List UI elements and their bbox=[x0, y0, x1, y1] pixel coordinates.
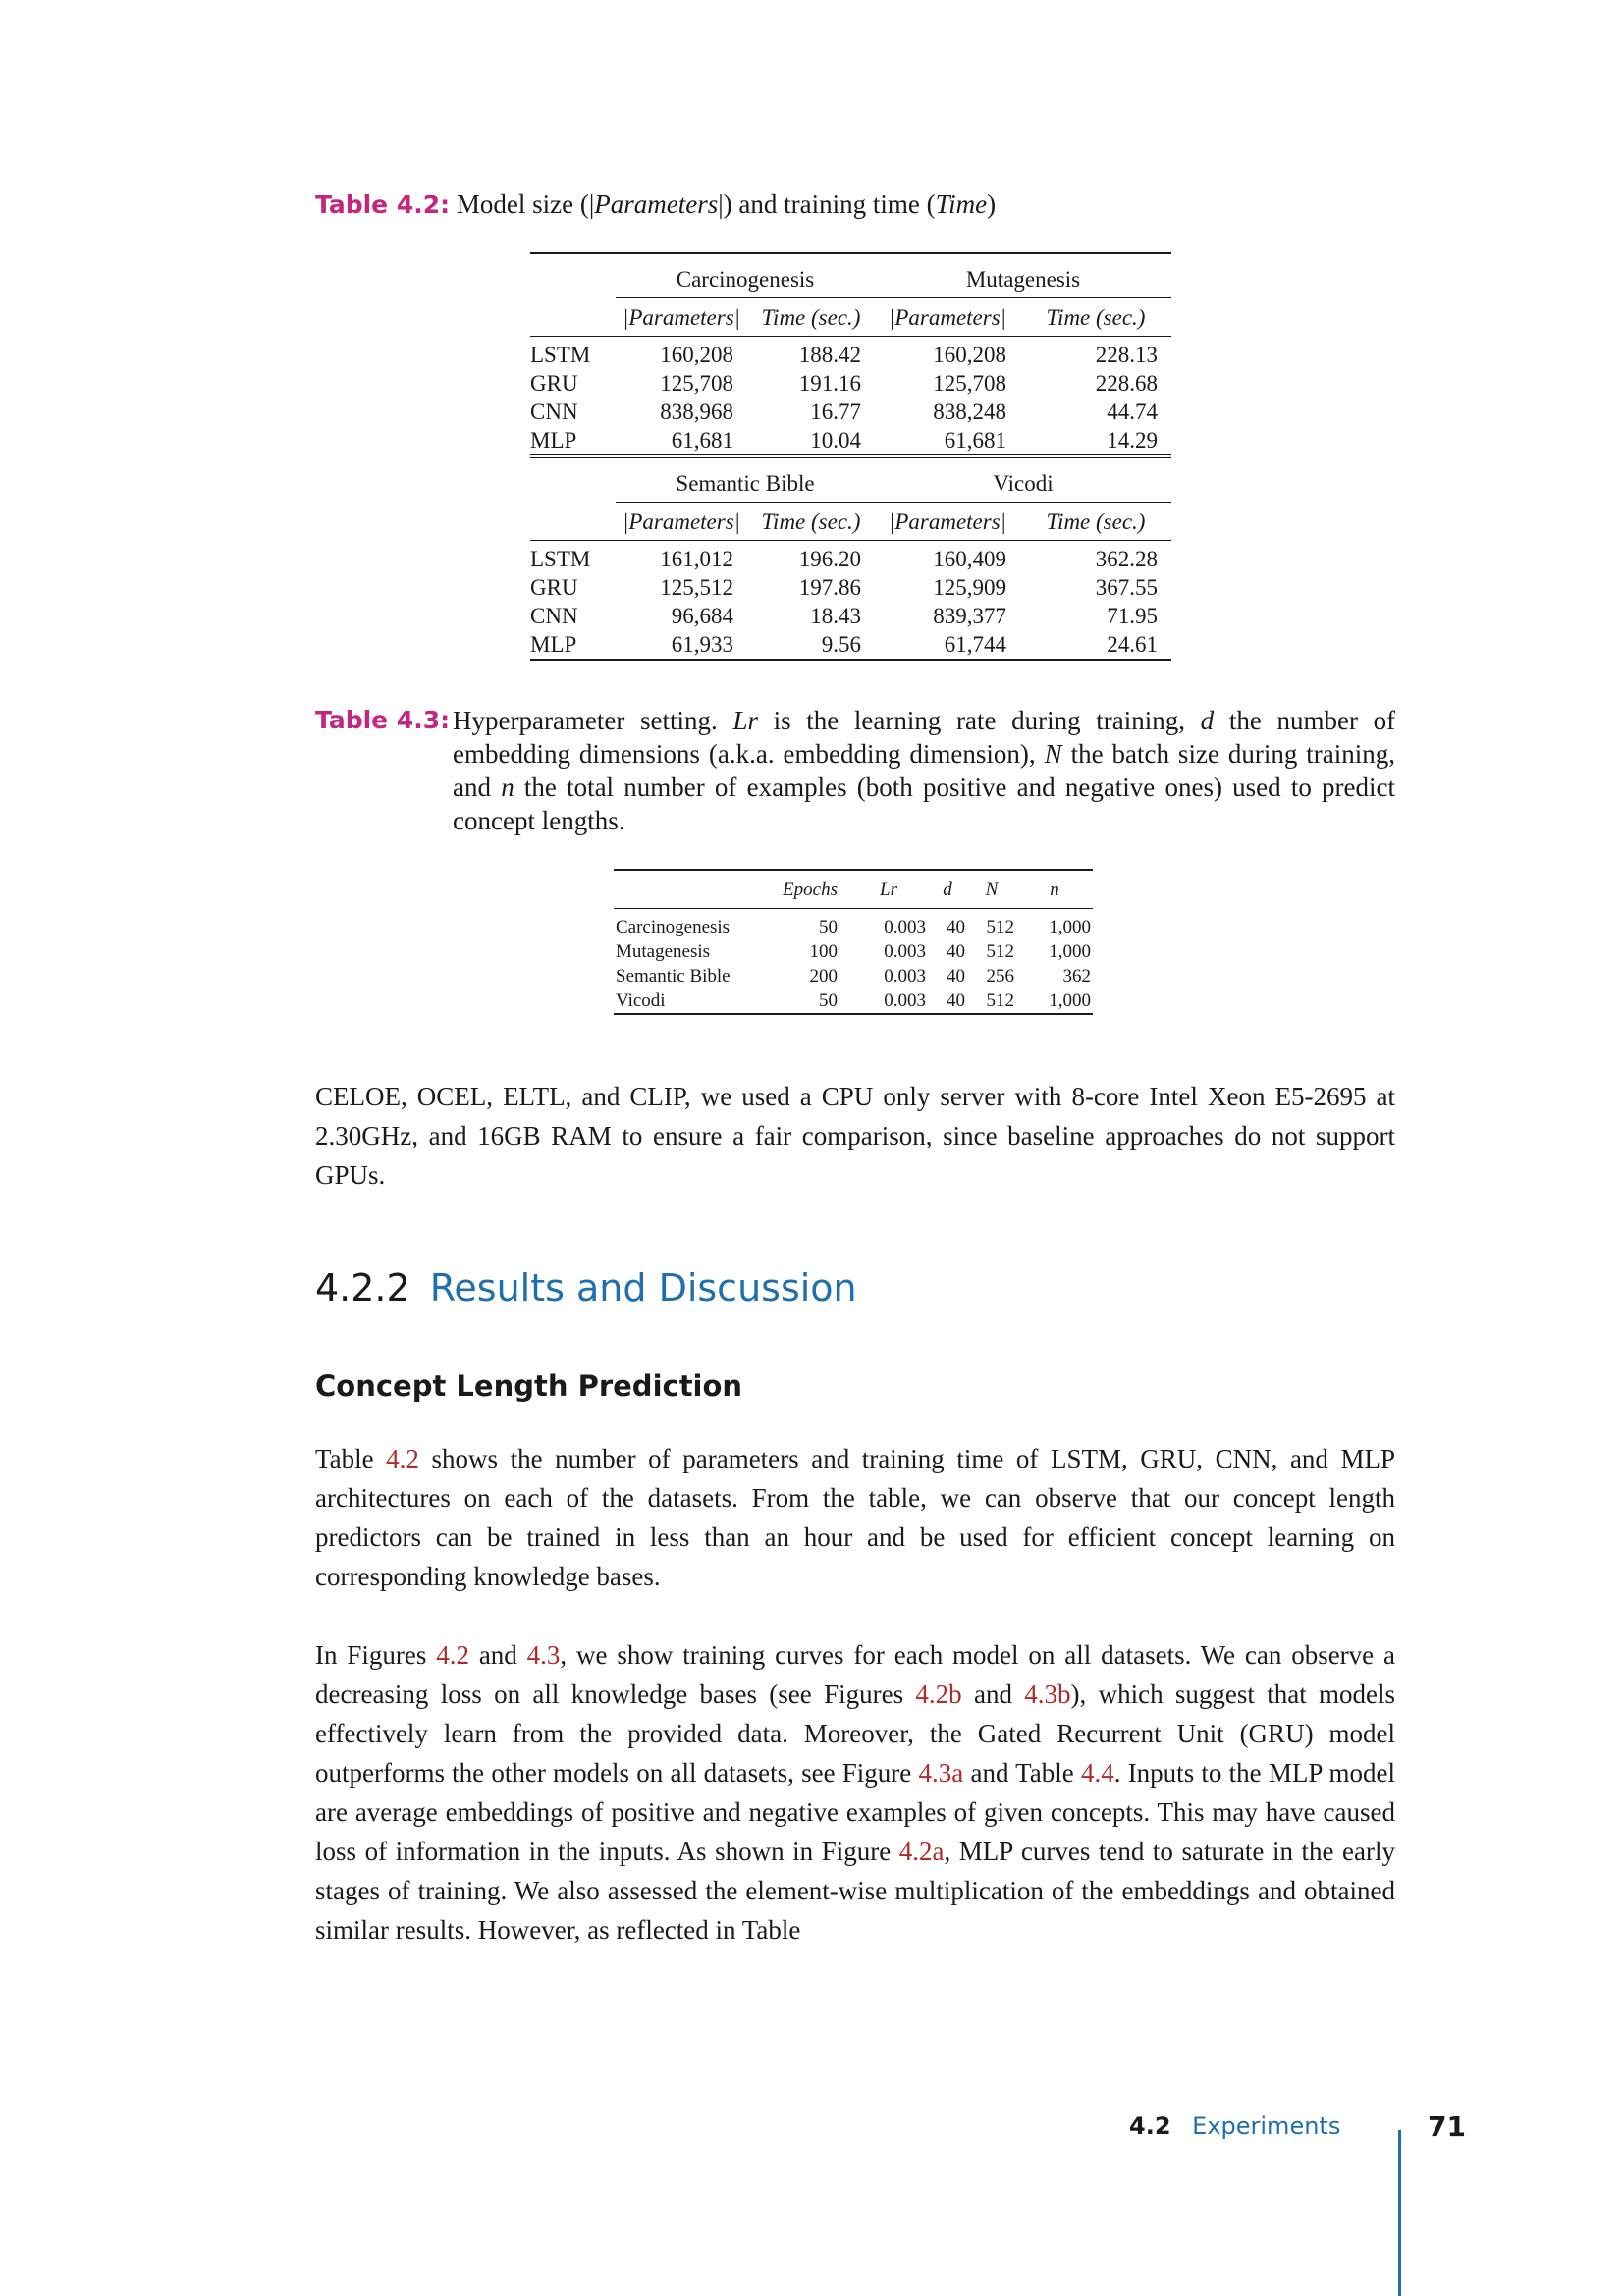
figure-reference-link[interactable]: 4.3a bbox=[918, 1758, 964, 1788]
column-header-parameters: |Parameters| bbox=[623, 508, 740, 534]
column-header-parameters: |Parameters| bbox=[889, 508, 1006, 534]
column-header-lr: Lr bbox=[880, 879, 897, 900]
table-4-2-caption: Table 4.2: Model size (|Parameters|) and training time (Time) bbox=[315, 189, 997, 219]
column-header-time: Time (sec.) bbox=[1046, 508, 1146, 534]
section-number: 4.2.2 bbox=[315, 1266, 410, 1309]
table-row: MLP 61,681 10.04 61,681 14.29 bbox=[530, 426, 1171, 456]
column-header-time: Time (sec.) bbox=[761, 304, 861, 330]
table-reference-link[interactable]: 4.4 bbox=[1080, 1758, 1114, 1788]
section-heading bbox=[315, 1266, 857, 1309]
figure-reference-link[interactable]: 4.3b bbox=[1024, 1680, 1071, 1709]
column-header-n: n bbox=[1050, 879, 1059, 900]
table-row: MLP 61,933 9.56 61,744 24.61 bbox=[530, 630, 1171, 660]
group-header-semantic-bible: Semantic Bible bbox=[616, 456, 875, 503]
running-footer bbox=[1129, 2112, 1340, 2140]
column-header-parameters: |Parameters| bbox=[889, 304, 1006, 330]
figure-reference-link[interactable]: 4.2 bbox=[436, 1640, 469, 1670]
column-header-parameters: |Parameters| bbox=[623, 304, 740, 330]
column-header-time: Time (sec.) bbox=[1046, 304, 1146, 330]
table-row: LSTM 160,208 188.42 160,208 228.13 bbox=[530, 343, 1158, 367]
figure-reference-link[interactable]: 4.2a bbox=[898, 1837, 945, 1866]
group-header-mutagenesis: Mutagenesis bbox=[875, 253, 1171, 298]
table-row: Mutagenesis 100 0.003 40 512 1,000 bbox=[616, 941, 1091, 962]
table-row: Carcinogenesis 50 0.003 40 512 1,000 bbox=[616, 917, 1091, 937]
figure-reference-link[interactable]: 4.3 bbox=[526, 1640, 561, 1670]
group-header-carcinogenesis: Carcinogenesis bbox=[616, 253, 875, 298]
paragraph-2: In Figures 4.2 and 4.3, we show training curves for each model on all datasets. We can observe a decreasing loss on all knowledge bases (see Figures 4.2b and 4.3b), which suggest that models effectively learn from the provided data. Moreover, the Gated Recurrent Unit (GRU) model outperforms the other models on all datasets, see Figure 4.3a and Table 4.4. Inputs to the MLP model are average embeddings of positive and negative examples of given concepts. This may have caused loss of information in the inputs. As shown in Figure 4.2a, MLP curves tend to saturate in the early stages of training. We also assessed the element-wise multiplication of the embeddings and obtained similar results. However, as reflected in Table bbox=[315, 1640, 1396, 1945]
table-4-3-label: Table 4.3: bbox=[315, 706, 451, 734]
footer-rule bbox=[1398, 2130, 1401, 2296]
table-row: CNN 838,968 16.77 838,248 44.74 bbox=[530, 400, 1158, 424]
paragraph-hardware: CELOE, OCEL, ELTL, and CLIP, we used a CPU only server with 8-core Intel Xeon E5-2695 at 2.30GHz, and 16GB RAM to ensure a fair comparison, since baseline approaches do not support GPUs. bbox=[315, 1082, 1395, 1190]
table-row: LSTM 161,012 196.20 160,409 362.28 bbox=[530, 547, 1158, 571]
table-4-2-label: Table 4.2: bbox=[315, 190, 451, 219]
table-4-3-caption: Table 4.3: Hyperparameter setting. Lr is the learning rate during training, d the number of embedding dimensions (a.k.a. embedding dimension), N the batch size during training, and n the total number of examples (both positive and negative ones) used to predict concept lengths. bbox=[315, 706, 1396, 835]
subsection-heading: Concept Length Prediction bbox=[315, 1369, 743, 1403]
group-header-vicodi: Vicodi bbox=[875, 456, 1171, 503]
section-title: Results and Discussion bbox=[429, 1266, 857, 1309]
table-row: CNN 96,684 18.43 839,377 71.95 bbox=[530, 604, 1158, 628]
column-header-epochs: Epochs bbox=[783, 879, 838, 900]
column-header-d: d bbox=[943, 879, 952, 900]
page-number: 71 bbox=[1428, 2110, 1466, 2143]
table-row: GRU 125,512 197.86 125,909 367.55 bbox=[530, 575, 1158, 600]
table-reference-link[interactable]: 4.2 bbox=[386, 1444, 419, 1473]
table-row: Semantic Bible 200 0.003 40 256 362 bbox=[616, 966, 1091, 987]
footer-section-number: 4.2 bbox=[1129, 2112, 1171, 2140]
figure-reference-link[interactable]: 4.2b bbox=[915, 1680, 962, 1709]
column-header-N: N bbox=[985, 879, 999, 900]
footer-section-name: Experiments bbox=[1192, 2112, 1341, 2140]
table-4-3 bbox=[614, 869, 1093, 1015]
table-4-2 bbox=[530, 252, 1171, 661]
table-row: GRU 125,708 191.16 125,708 228.68 bbox=[530, 371, 1158, 396]
table-row: Vicodi 50 0.003 40 512 1,000 bbox=[614, 988, 1093, 1014]
paragraph-1: Table 4.2 shows the number of parameters and training time of LSTM, GRU, CNN, and MLP architectures on each of the datasets. From the table, we can observe that our concept length predictors can be trained in less than an hour and be used for efficient concept learning on corresponding knowledge bases. bbox=[315, 1444, 1396, 1591]
column-header-time: Time (sec.) bbox=[761, 508, 861, 534]
